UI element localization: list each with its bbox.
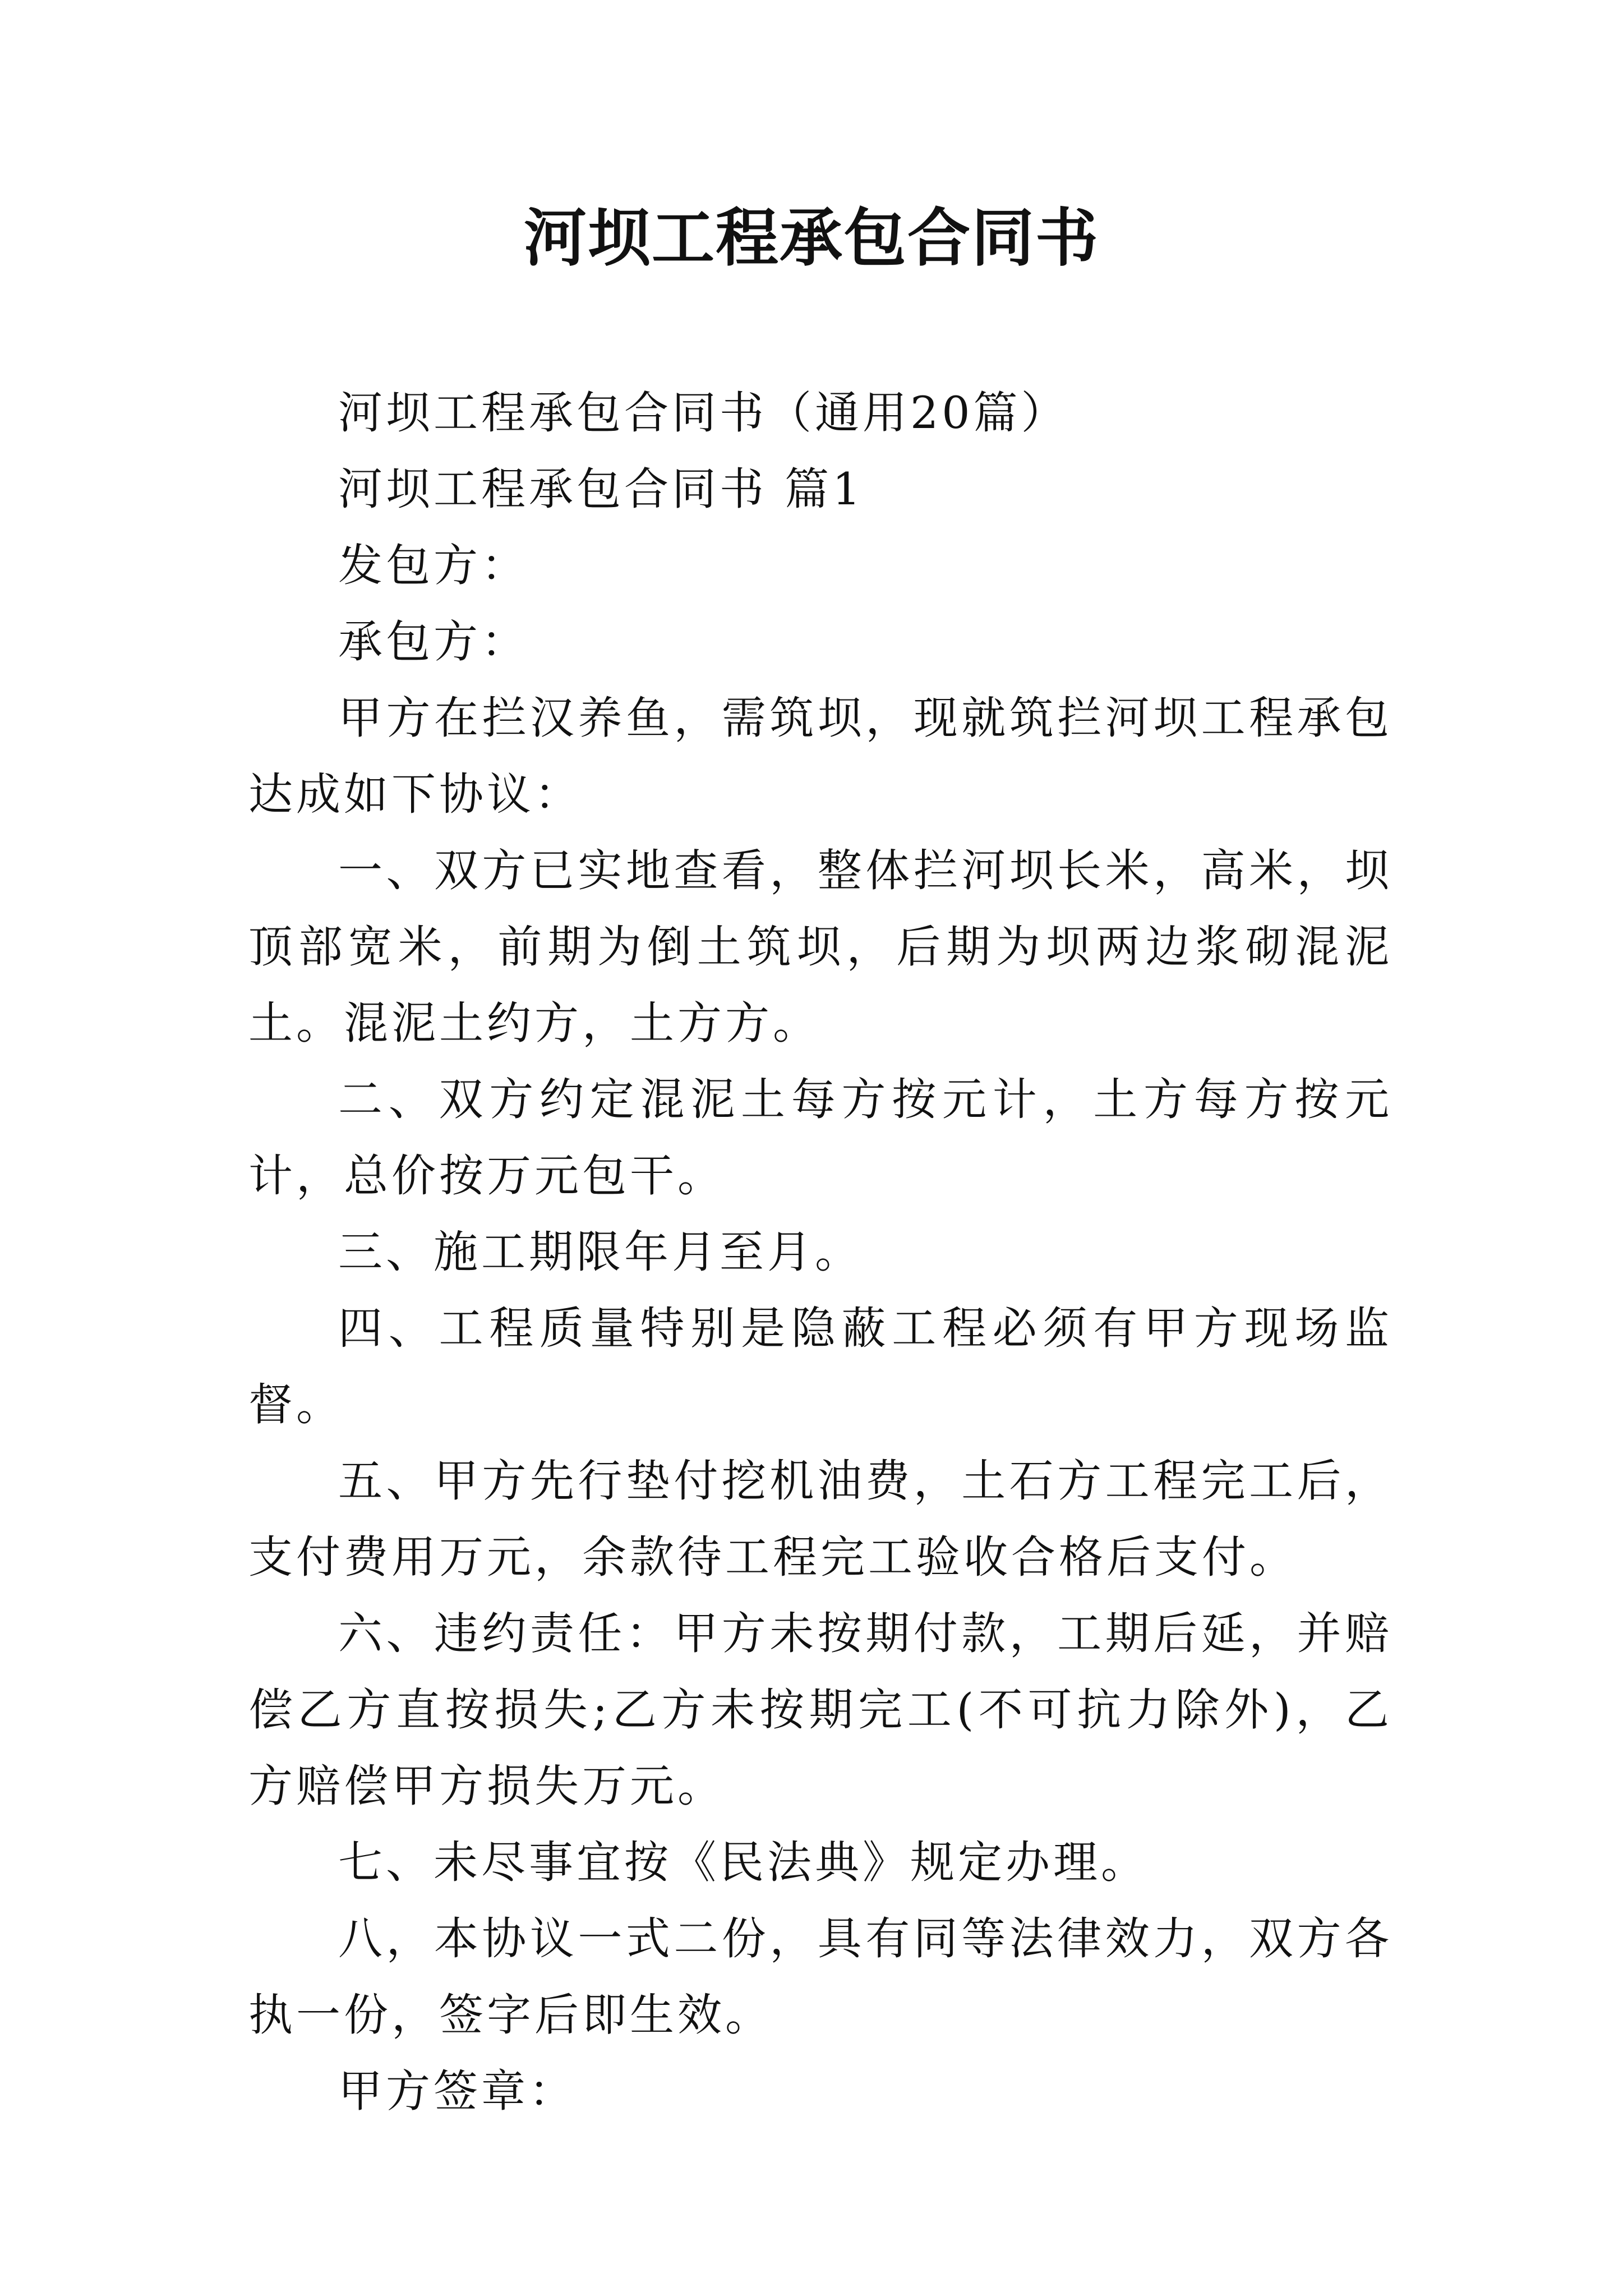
party-b-label: 承包方： (338, 616, 529, 668)
clause-6: 六、违约责任：甲方未按期付款，工期后延，并赔偿乙方直按损失;乙方未按期完工(不可抗力除外)，乙方赔偿甲方损失万元。 (248, 1608, 1393, 1812)
clause-4: 四、工程质量特别是隐蔽工程必须有甲方现场监督。 (248, 1303, 1393, 1430)
document-subtitle: 河坝工程承包合同书（通用20篇） (338, 387, 1069, 439)
document-title: 河坝工程承包合同书 (524, 201, 1099, 275)
document-body (248, 375, 1393, 2129)
clause-5: 五、甲方先行垫付挖机油费，土石方工程完工后，支付费用万元，余款待工程完工验收合格后支付。 (248, 1455, 1393, 1583)
clause-1: 一、双方已实地查看，整体拦河坝长米，高米，坝顶部宽米，前期为倒土筑坝，后期为坝两边浆砌混泥土。混泥土约方，土方方。 (248, 845, 1393, 1049)
clause-2: 二、双方约定混泥土每方按元计，土方每方按元计，总价按万元包干。 (248, 1074, 1393, 1202)
intro-paragraph: 甲方在拦汉养鱼，需筑坝，现就筑拦河坝工程承包达成如下协议： (248, 692, 1393, 820)
party-a-label: 发包方： (338, 540, 529, 591)
clause-8: 八，本协议一式二份，具有同等法律效力，双方各执一份，签字后即生效。 (248, 1913, 1393, 2041)
section-heading: 河坝工程承包合同书 篇1 (338, 463, 864, 515)
clause-3: 三、施工期限年月至月。 (338, 1226, 863, 1278)
signature-line: 甲方签章： (338, 2065, 577, 2117)
clause-7: 七、未尽事宜按《民法典》规定办理。 (338, 1837, 1149, 1888)
